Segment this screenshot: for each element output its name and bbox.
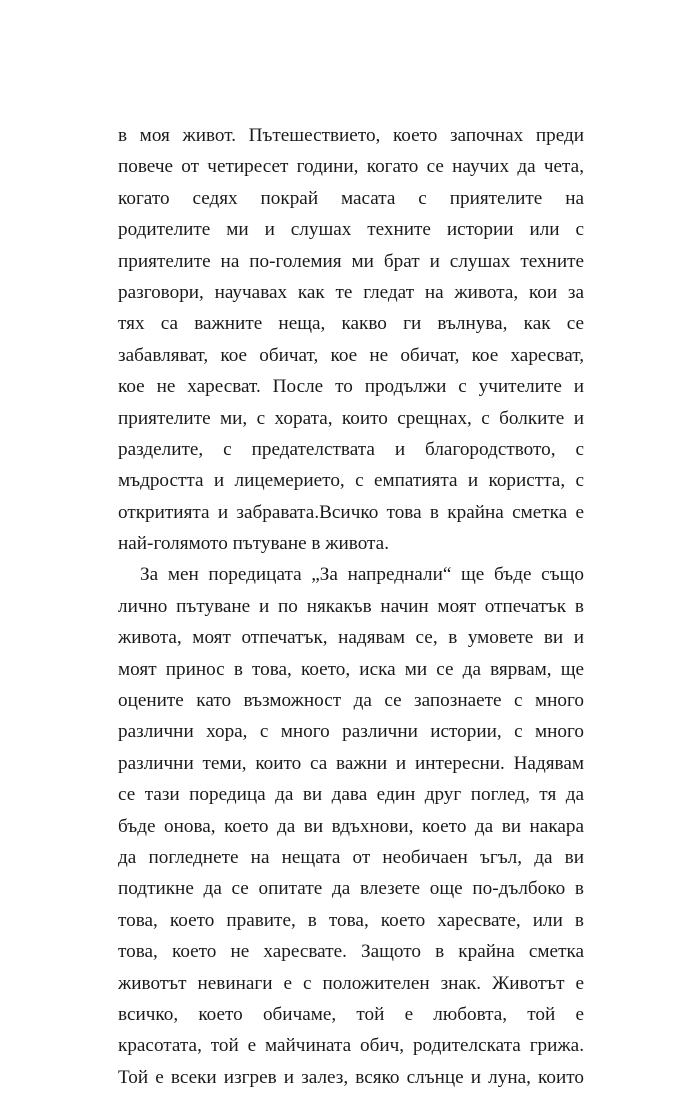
text-line: различни теми, които са важни и интересни. Надявам <box>118 752 584 774</box>
text-line: За мен поредицата „За напреднали“ ще бъде също <box>140 564 584 586</box>
text-line: животът невинаги е с положителен знак. Животът е <box>118 972 584 994</box>
text-line: кое не харесват. После то продължи с учителите и <box>118 376 584 398</box>
text-line: най-голямото пътуване в живота. <box>118 533 389 555</box>
text-line: разделите, с предателствата и благородството, с <box>118 438 584 460</box>
text-line: всичко, което обичаме, той е любовта, той е <box>118 1003 584 1025</box>
text-line: оцените като възможност да се запознаете с много <box>118 690 584 712</box>
text-line: родителите ми и слушах техните истории или с <box>118 219 584 241</box>
text-line: разговори, научавах как те гледат на живота, кои за <box>118 281 584 303</box>
text-line: красотата, той е майчината обич, родителската грижа. <box>118 1035 584 1057</box>
text-line: когато седях покрай масата с приятелите на <box>118 187 584 209</box>
paragraph <box>118 120 584 559</box>
text-line: Той е всеки изгрев и залез, всяко слънце и луна, които <box>118 1066 584 1088</box>
page-body-text <box>118 120 584 1093</box>
paragraph <box>118 559 584 1093</box>
text-line: приятелите на по-големия ми брат и слушах техните <box>118 250 584 272</box>
text-line: различни хора, с много различни истории, с много <box>118 721 584 743</box>
text-line: моят принос в това, което, иска ми се да вярвам, ще <box>118 658 584 680</box>
text-line: повече от четиресет години, когато се научих да чета, <box>118 156 584 178</box>
text-line: това, което не харесвате. Защото в крайна сметка <box>118 941 584 963</box>
text-line: подтикне да се опитате да влезете още по-дълбоко в <box>118 878 584 900</box>
text-line: се тази поредица да ви дава един друг поглед, тя да <box>118 784 584 806</box>
text-line: живота, моят отпечатък, надявам се, в умовете ви и <box>118 627 584 649</box>
text-line: в моя живот. Пътешествието, което започнах преди <box>118 125 584 146</box>
text-line: забавляват, кое обичат, кое не обичат, кое харесват, <box>118 344 584 366</box>
text-line: да погледнете на нещата от необичаен ъгъл, да ви <box>118 846 584 868</box>
text-line: тях са важните неща, какво ги вълнува, как се <box>118 313 584 335</box>
text-line: това, което правите, в това, което харесвате, или в <box>118 909 584 931</box>
text-line: откритията и забравата.Всичко това в крайна сметка е <box>118 501 584 523</box>
text-line: лично пътуване и по някакъв начин моят отпечатък в <box>118 595 584 617</box>
text-line: мъдростта и лицемерието, с емпатията и користта, с <box>118 470 584 492</box>
text-line: бъде онова, което да ви вдъхнови, което да ви накара <box>118 815 584 837</box>
text-line: приятелите ми, с хората, които срещнах, с болките и <box>118 407 584 429</box>
